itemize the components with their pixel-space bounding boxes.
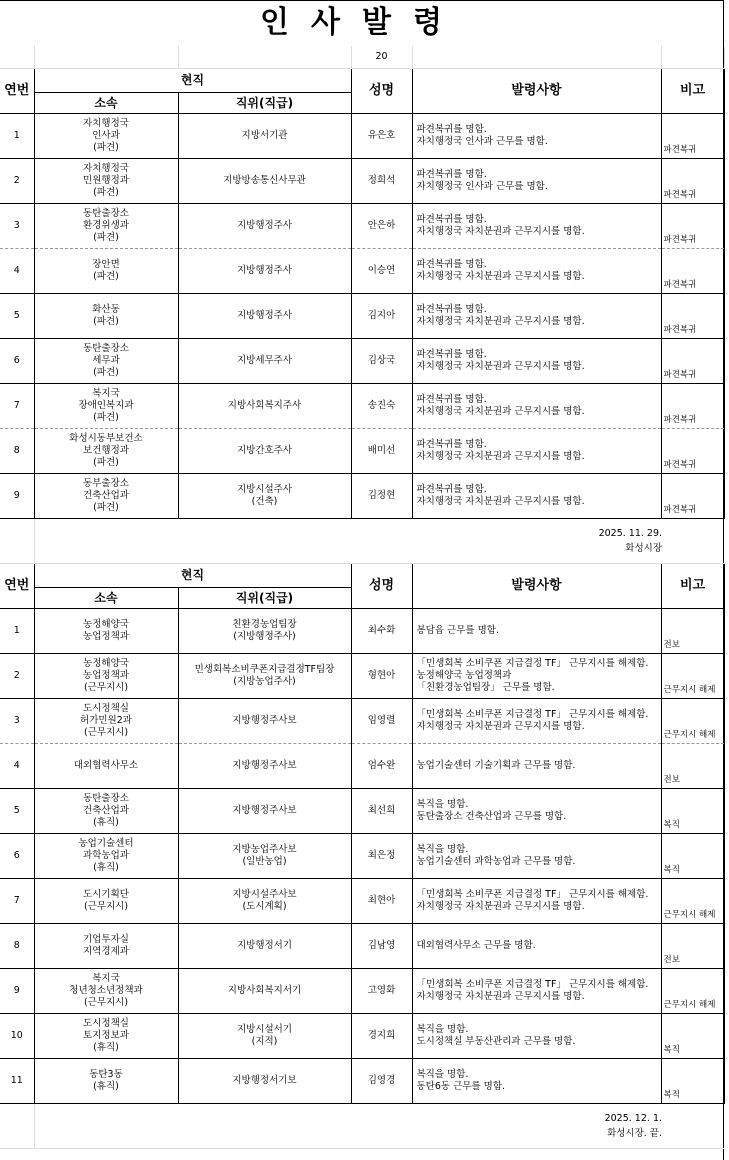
header-name: 성명	[351, 563, 412, 608]
row-number: 7	[0, 383, 34, 428]
signature-block: 2025. 11. 29. 화성시장	[34, 518, 724, 563]
table-row	[0, 968, 724, 1013]
dept-cell: 화산동 (파견)	[34, 293, 178, 338]
order-cell: 대외협력사무소 근무를 명함.	[412, 923, 661, 968]
table-row	[0, 1013, 724, 1058]
signature-block: 2025. 12. 1. 화성시장. 끝.	[34, 1103, 724, 1148]
order-cell: 복직을 명함. 동탄출장소 건축산업과 근무를 명함.	[412, 788, 661, 833]
table-row	[0, 788, 724, 833]
dept-cell: 도시기획단 (근무지시)	[34, 878, 178, 923]
header-position: 직위(직급)	[178, 92, 351, 113]
table-row	[0, 338, 724, 383]
dept-cell: 대외협력사무소	[34, 743, 178, 788]
row-number: 10	[0, 1013, 34, 1058]
header-remark: 비고	[661, 563, 724, 608]
row-number: 4	[0, 248, 34, 293]
order-cell: 파견복귀를 명함. 자치행정국 자치분권과 근무지시를 명함.	[412, 248, 661, 293]
position-cell: 지방시설주사 (건축)	[178, 473, 351, 518]
name-cell: 엄수완	[351, 743, 412, 788]
dept-cell: 동탄출장소 세무과 (파견)	[34, 338, 178, 383]
position-cell: 민생회복소비쿠폰지급결정TF팀장 (지방농업주사)	[178, 653, 351, 698]
order-cell: 파견복귀를 명함. 자치행정국 인사과 근무를 명함.	[412, 113, 661, 158]
table-row	[0, 743, 724, 788]
position-cell: 지방행정주사	[178, 248, 351, 293]
row-number: 4	[0, 743, 34, 788]
table-row	[0, 203, 724, 248]
position-cell: 지방시설서기 (지적)	[178, 1013, 351, 1058]
table-row	[0, 113, 724, 158]
dept-cell: 동탄출장소 건축산업과 (휴직)	[34, 788, 178, 833]
name-cell: 김남영	[351, 923, 412, 968]
order-cell: 파견복귀를 명함. 자치행정국 자치분권과 근무지시를 명함.	[412, 473, 661, 518]
remark-cell: 파견복귀	[661, 293, 724, 338]
dept-cell: 복지국 청년청소년정책과 (근무지시)	[34, 968, 178, 1013]
name-cell: 고영화	[351, 968, 412, 1013]
dept-cell: 화성시동부보건소 보건행정과 (파견)	[34, 428, 178, 473]
row-number: 5	[0, 788, 34, 833]
name-cell: 유은호	[351, 113, 412, 158]
remark-cell: 전보	[661, 608, 724, 653]
position-cell: 지방행정주사	[178, 203, 351, 248]
remark-cell: 파견복귀	[661, 158, 724, 203]
dept-cell: 동탄3동 (휴직)	[34, 1058, 178, 1103]
order-cell: 복직을 명함. 동탄6동 근무를 명함.	[412, 1058, 661, 1103]
row-number: 5	[0, 293, 34, 338]
name-cell: 경지희	[351, 1013, 412, 1058]
position-cell: 지방행정주사보	[178, 788, 351, 833]
name-cell: 최은정	[351, 833, 412, 878]
position-cell: 지방행정주사	[178, 293, 351, 338]
name-cell: 송진숙	[351, 383, 412, 428]
remark-cell: 파견복귀	[661, 473, 724, 518]
row-number: 9	[0, 968, 34, 1013]
remark-cell: 근무지시 해제	[661, 878, 724, 923]
table-row	[0, 608, 724, 653]
table-row	[0, 428, 724, 473]
header-remark: 비고	[661, 68, 724, 113]
row-number: 11	[0, 1058, 34, 1103]
dept-cell: 동탄출장소 환경위생과 (파견)	[34, 203, 178, 248]
dept-cell: 농업기술센터 과학농업과 (휴직)	[34, 833, 178, 878]
row-number: 3	[0, 203, 34, 248]
header-dept: 소속	[34, 92, 178, 113]
row-number: 6	[0, 833, 34, 878]
table-row	[0, 878, 724, 923]
dept-cell: 농정해양국 농업정책과	[34, 608, 178, 653]
remark-cell: 복직	[661, 833, 724, 878]
header-order: 발령사항	[412, 563, 661, 608]
remark-cell: 파견복귀	[661, 203, 724, 248]
row-number: 2	[0, 653, 34, 698]
order-cell: 「민생회복 소비쿠폰 지급결정 TF」 근무지시를 해제함. 자치행정국 자치분권과 근무지시를 명함.	[412, 968, 661, 1013]
row-number: 2	[0, 158, 34, 203]
order-cell: 파견복귀를 명함. 자치행정국 자치분권과 근무지시를 명함.	[412, 338, 661, 383]
remark-cell: 복직	[661, 1013, 724, 1058]
dept-cell: 자치행정국 인사과 (파견)	[34, 113, 178, 158]
table-row	[0, 473, 724, 518]
order-cell: 파견복귀를 명함. 자치행정국 자치분권과 근무지시를 명함.	[412, 383, 661, 428]
dept-cell: 복지국 장애인복지과 (파견)	[34, 383, 178, 428]
header-dept: 소속	[34, 587, 178, 608]
header-no: 연번	[0, 563, 34, 608]
position-cell: 지방간호주사	[178, 428, 351, 473]
position-cell: 지방행정서기	[178, 923, 351, 968]
page-number: 20	[351, 46, 412, 68]
row-number: 6	[0, 338, 34, 383]
name-cell: 최수화	[351, 608, 412, 653]
table-row	[0, 833, 724, 878]
dept-cell: 동부출장소 건축산업과 (파견)	[34, 473, 178, 518]
order-cell: 파견복귀를 명함. 자치행정국 자치분권과 근무지시를 명함.	[412, 428, 661, 473]
remark-cell: 파견복귀	[661, 428, 724, 473]
name-cell: 김영경	[351, 1058, 412, 1103]
dept-cell: 자치행정국 민원행정과 (파견)	[34, 158, 178, 203]
name-cell: 최현아	[351, 878, 412, 923]
remark-cell: 파견복귀	[661, 113, 724, 158]
position-cell: 친환경농업팀장 (지방행정주사)	[178, 608, 351, 653]
name-cell: 김상국	[351, 338, 412, 383]
name-cell: 김정현	[351, 473, 412, 518]
table-row	[0, 1058, 724, 1103]
remark-cell: 전보	[661, 923, 724, 968]
name-cell: 안은하	[351, 203, 412, 248]
order-cell: 파견복귀를 명함. 자치행정국 자치분권과 근무지시를 명함.	[412, 293, 661, 338]
table-row	[0, 923, 724, 968]
table-row	[0, 383, 724, 428]
remark-cell: 근무지시 해제	[661, 968, 724, 1013]
row-number: 8	[0, 428, 34, 473]
table-row	[0, 293, 724, 338]
position-cell: 지방서기관	[178, 113, 351, 158]
order-cell: 봉담읍 근무를 명함.	[412, 608, 661, 653]
position-cell: 지방사회복지주사	[178, 383, 351, 428]
row-number: 8	[0, 923, 34, 968]
remark-cell: 파견복귀	[661, 383, 724, 428]
header-current: 현직	[34, 68, 351, 92]
name-cell: 최선희	[351, 788, 412, 833]
dept-cell: 기업투자실 지역경제과	[34, 923, 178, 968]
name-cell: 형현아	[351, 653, 412, 698]
order-cell: 파견복귀를 명함. 자치행정국 인사과 근무를 명함.	[412, 158, 661, 203]
header-current: 현직	[34, 563, 351, 587]
page-title: 인사발령	[260, 5, 464, 40]
header-position: 직위(직급)	[178, 587, 351, 608]
row-number: 7	[0, 878, 34, 923]
dept-cell: 도시정책실 토지정보과 (휴직)	[34, 1013, 178, 1058]
header-no: 연번	[0, 68, 34, 113]
order-cell: 「민생회복 소비쿠폰 지급결정 TF」 근무지시를 해제함. 자치행정국 자치분권과 근무지시를 명함.	[412, 698, 661, 743]
row-number: 1	[0, 113, 34, 158]
row-number: 9	[0, 473, 34, 518]
position-cell: 지방행정주사보	[178, 743, 351, 788]
row-number: 1	[0, 608, 34, 653]
remark-cell: 복직	[661, 788, 724, 833]
name-cell: 정희석	[351, 158, 412, 203]
row-number: 3	[0, 698, 34, 743]
dept-cell: 도시정책실 허가민원2과 (근무지시)	[34, 698, 178, 743]
name-cell: 이승연	[351, 248, 412, 293]
remark-cell: 전보	[661, 743, 724, 788]
dept-cell: 농정해양국 농업정책과 (근무지시)	[34, 653, 178, 698]
remark-cell: 파견복귀	[661, 248, 724, 293]
name-cell: 배미선	[351, 428, 412, 473]
remark-cell: 파견복귀	[661, 338, 724, 383]
order-cell: 복직을 명함. 농업기술센터 과학농업과 근무를 명함.	[412, 833, 661, 878]
order-cell: 「민생회복 소비쿠폰 지급결정 TF」 근무지시를 해제함. 농정해양국 농업정책과 「친환경농업팀장」 근무를 명함.	[412, 653, 661, 698]
table-row	[0, 653, 724, 698]
header-name: 성명	[351, 68, 412, 113]
table-row	[0, 248, 724, 293]
header-order: 발령사항	[412, 68, 661, 113]
position-cell: 지방사회복지서기	[178, 968, 351, 1013]
remark-cell: 근무지시 해제	[661, 653, 724, 698]
table-row	[0, 698, 724, 743]
order-cell: 농업기술센터 기술기획과 근무를 명함.	[412, 743, 661, 788]
order-cell: 복직을 명함. 도시정책실 부동산관리과 근무를 명함.	[412, 1013, 661, 1058]
remark-cell: 근무지시 해제	[661, 698, 724, 743]
order-cell: 파견복귀를 명함. 자치행정국 자치분권과 근무지시를 명함.	[412, 203, 661, 248]
order-cell: 「민생회복 소비쿠폰 지급결정 TF」 근무지시를 해제함. 자치행정국 자치분권과 근무지시를 명함.	[412, 878, 661, 923]
name-cell: 김지아	[351, 293, 412, 338]
name-cell: 임영렬	[351, 698, 412, 743]
dept-cell: 장안면 (파견)	[34, 248, 178, 293]
position-cell: 지방행정주사보	[178, 698, 351, 743]
position-cell: 지방행정서기보	[178, 1058, 351, 1103]
position-cell: 지방세무주사	[178, 338, 351, 383]
remark-cell: 복직	[661, 1058, 724, 1103]
position-cell: 지방농업주사보 (일반농업)	[178, 833, 351, 878]
position-cell: 지방시설주사보 (도시계획)	[178, 878, 351, 923]
table-row	[0, 158, 724, 203]
position-cell: 지방방송통신사무관	[178, 158, 351, 203]
